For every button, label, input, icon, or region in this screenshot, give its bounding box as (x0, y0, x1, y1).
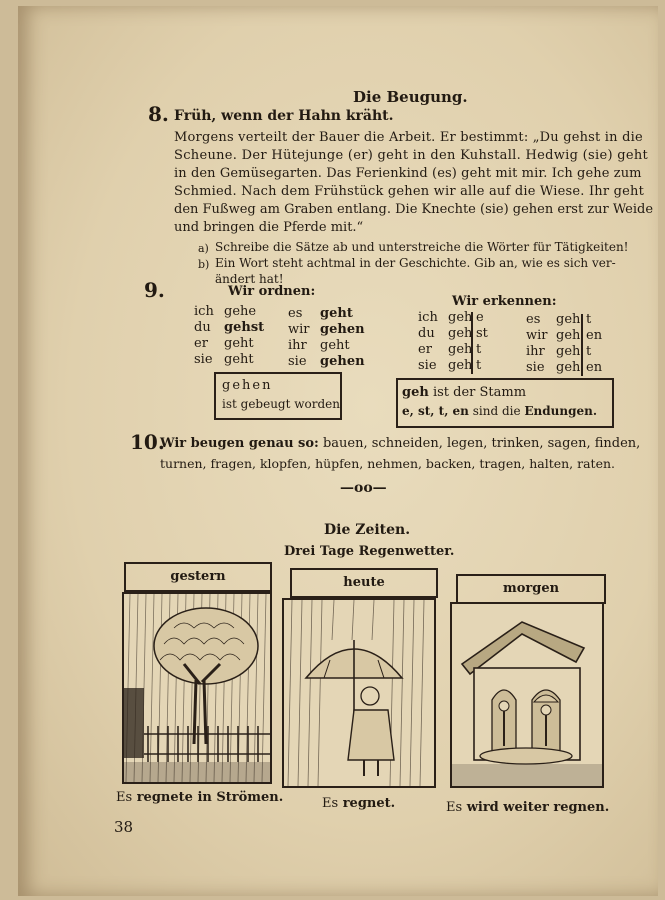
exercise-10-line2: turnen, fragen, klopfen, hüpfen, nehmen, backen, tragen, halten, raten. (160, 456, 615, 471)
erkennen-cell: t (586, 344, 592, 359)
exercise-10-line1 (160, 436, 640, 451)
ordnen-cell: er (194, 336, 208, 351)
stamm-text: ist der Stamm (432, 385, 527, 400)
ordnen-heading: Wir ordnen: (228, 284, 316, 299)
gehen-box (214, 372, 342, 420)
ordnen-cell: gehen (320, 322, 365, 337)
section-title-zeiten: Die Zeiten. (324, 522, 411, 538)
caption-morgen-verb: wird weiter regnen. (466, 800, 610, 815)
caption-morgen-pre: Es (446, 800, 463, 815)
divider-line (581, 314, 583, 376)
exercise-8-line: Morgens verteilt der Bauer die Arbeit. Er bestimmt: „Du gehst in die (174, 130, 643, 145)
erkennen-cell: wir (526, 328, 548, 343)
gehen-box-line2: ist gebeugt worden (222, 397, 340, 411)
erkennen-cell: geh (556, 360, 581, 375)
erkennen-cell: geh (448, 310, 473, 325)
ordnen-cell: wir (288, 322, 310, 337)
umbrella-girl-illustration (284, 600, 434, 786)
task-a-label: a) (198, 242, 209, 255)
illustration-morgen (450, 602, 604, 788)
rain-tree-illustration (124, 594, 270, 782)
exercise-8-heading: Früh, wenn der Hahn kräht. (174, 108, 394, 124)
ordnen-cell: ihr (288, 338, 307, 353)
erkennen-cell: geh (448, 358, 473, 373)
erkennen-cell: t (586, 312, 592, 327)
endungen-mid: sind die (472, 404, 521, 418)
erkennen-cell: t (476, 342, 482, 357)
ordnen-cell: ich (194, 304, 214, 319)
erkennen-cell: ich (418, 310, 438, 325)
endungen-list: e, st, t, en (402, 404, 469, 418)
erkennen-heading: Wir erkennen: (452, 294, 557, 309)
panel-label-morgen: morgen (456, 574, 606, 604)
exercise-8-line: Scheune. Der Hütejunge (er) geht in den Kuhstall. Hedwig (sie) geht (174, 148, 649, 163)
caption-gestern (116, 790, 283, 805)
ordnen-cell: gehen (320, 354, 365, 369)
stamm-box (396, 378, 614, 428)
erkennen-cell: e (476, 310, 484, 325)
erkennen-cell: sie (418, 358, 437, 373)
erkennen-cell: es (526, 312, 541, 327)
exercise-10-verbs: bauen, schneiden, legen, trinken, sagen, finden, (322, 436, 641, 451)
erkennen-cell: sie (526, 360, 545, 375)
caption-gestern-post: in Strömen. (197, 790, 284, 805)
ordnen-cell: sie (288, 354, 307, 369)
caption-heute-verb: regnet. (342, 796, 396, 811)
stamm-box-line1 (402, 385, 526, 400)
exercise-8-line: in den Gemüsegarten. Das Ferienkind (es) geht mit mir. Ich gehe zum (174, 166, 642, 181)
caption-gestern-pre: Es (116, 790, 133, 805)
erkennen-cell: en (586, 328, 603, 343)
panel-label-heute: heute (290, 568, 438, 598)
erkennen-cell: du (418, 326, 435, 341)
erkennen-cell: t (476, 358, 482, 373)
caption-heute-pre: Es (322, 796, 339, 811)
section-separator: —oo— (340, 480, 387, 496)
exercise-8-line: Schmied. Nach dem Frühstück gehen wir alle auf die Wiese. Ihr geht (174, 184, 645, 199)
erkennen-cell: er (418, 342, 432, 357)
endungen-word: Endungen. (524, 404, 598, 418)
ordnen-cell: geht (224, 352, 254, 367)
exercise-9-number: 9. (144, 278, 165, 302)
stamm-word: geh (402, 385, 429, 400)
erkennen-cell: st (476, 326, 488, 341)
erkennen-cell: geh (448, 326, 473, 341)
illustration-heute (282, 598, 436, 788)
task-b-label: b) (198, 258, 210, 271)
task-b-text: Ein Wort steht achtmal in der Geschichte. Gib an, wie es sich ver- (215, 256, 616, 270)
book-page (18, 6, 658, 896)
illustration-gestern (122, 592, 272, 784)
erkennen-cell: geh (556, 328, 581, 343)
stamm-box-line2 (402, 404, 597, 418)
exercise-10-number: 10. (130, 430, 165, 454)
caption-gestern-verb: regnete (136, 790, 193, 805)
gehen-box-line1: gehen (222, 378, 273, 393)
panel-label-gestern: gestern (124, 562, 272, 592)
exercise-8-line: und bringen die Pferde mit.“ (174, 220, 364, 235)
ordnen-cell: gehe (224, 304, 257, 319)
ordnen-cell: gehst (224, 320, 265, 335)
caption-morgen (446, 800, 609, 815)
caption-heute (322, 796, 395, 811)
ordnen-cell: geht (320, 306, 353, 321)
ordnen-cell: geht (224, 336, 254, 351)
task-b-text-cont: ändert hat! (215, 272, 284, 286)
exercise-8-line: den Fußweg am Graben entlang. Die Knechte (sie) gehen erst zur Weide (174, 202, 654, 217)
section-subtitle: Drei Tage Regenwetter. (284, 544, 455, 559)
page-number: 38 (114, 818, 134, 836)
ordnen-cell: es (288, 306, 303, 321)
ordnen-cell: du (194, 320, 211, 335)
erkennen-cell: geh (556, 312, 581, 327)
erkennen-cell: ihr (526, 344, 545, 359)
weather-house-illustration (452, 604, 602, 786)
exercise-10-heading: Wir beugen genau so: (160, 436, 319, 451)
erkennen-cell: en (586, 360, 603, 375)
section-title-beugung: Die Beugung. (353, 88, 468, 106)
exercise-8-number: 8. (148, 102, 169, 126)
ordnen-cell: sie (194, 352, 213, 367)
task-a-text: Schreibe die Sätze ab und unterstreiche die Wörter für Tätigkeiten! (215, 240, 629, 254)
erkennen-cell: geh (556, 344, 581, 359)
erkennen-cell: geh (448, 342, 473, 357)
ordnen-cell: geht (320, 338, 350, 353)
